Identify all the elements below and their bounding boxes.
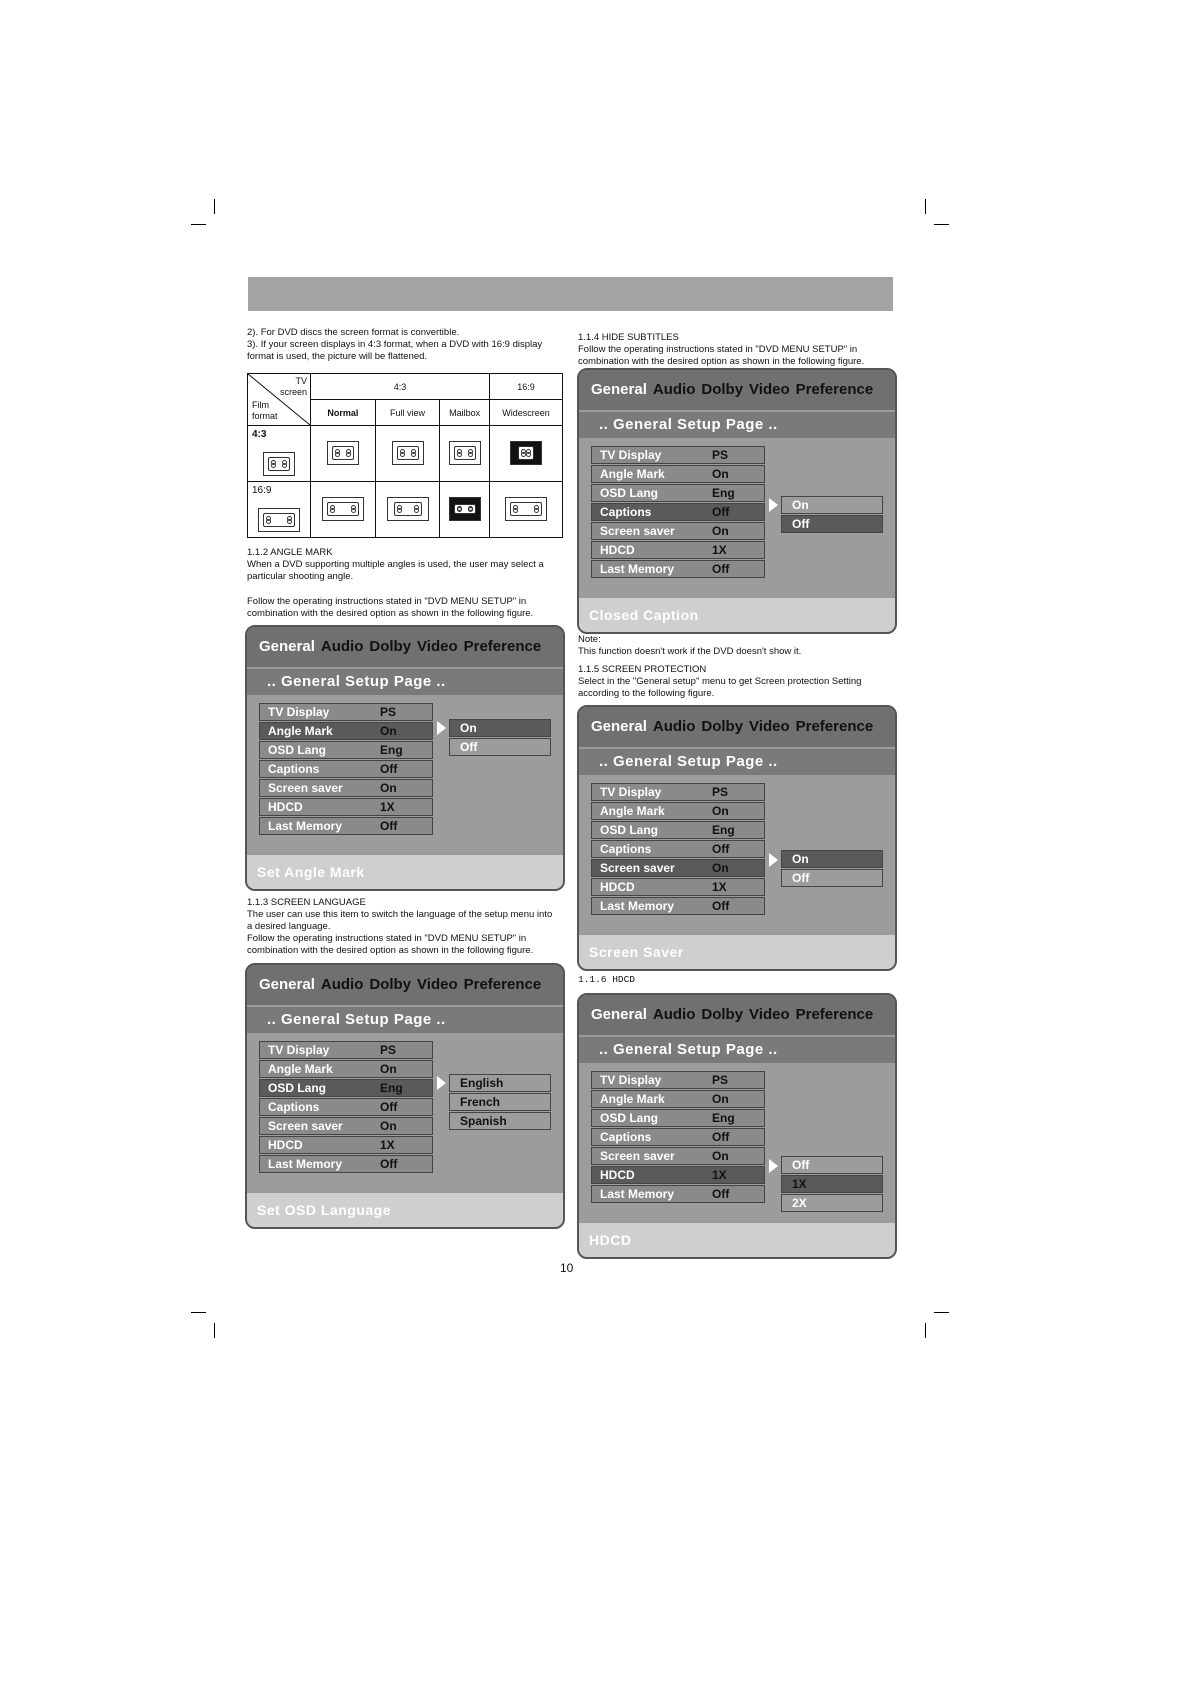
option-off[interactable]: Off <box>781 515 883 533</box>
crop-mark <box>925 1323 926 1338</box>
menu-item-angle-mark[interactable]: Angle Mark On <box>591 465 765 483</box>
cell-fullview-16-9 <box>375 482 440 538</box>
option-off[interactable]: Off <box>449 738 551 756</box>
tab-general[interactable]: General <box>259 976 315 993</box>
screen-dot-icon <box>351 508 356 513</box>
pointer-arrow-icon <box>769 853 778 867</box>
wide-screen-icon <box>505 497 547 521</box>
menu-item-tv-display[interactable]: TV Display PS <box>259 703 433 721</box>
menu-tabs <box>579 370 895 410</box>
menu-item-screen-saver[interactable]: Screen saver On <box>591 1147 765 1165</box>
tab-audio[interactable]: Audio <box>652 718 696 735</box>
row-4-3-cell <box>248 426 311 482</box>
note-body: This function doesn't work if the DVD doesn't show it. <box>578 646 802 657</box>
menu-panel-angle <box>245 625 565 891</box>
tab-video[interactable]: Video <box>417 976 458 993</box>
menu-item-angle-mark[interactable]: Angle Mark On <box>591 1090 765 1108</box>
tab-general[interactable]: General <box>591 718 647 735</box>
menu-tabs <box>247 627 563 667</box>
crop-mark <box>925 199 926 214</box>
angle-heading: 1.1.2 ANGLE MARK <box>247 547 333 558</box>
cell-normal-16-9 <box>311 482 376 538</box>
screen-icon <box>327 441 359 465</box>
option-2x[interactable]: 2X <box>781 1194 883 1212</box>
tab-preference[interactable]: Preference <box>795 718 874 735</box>
crop-mark <box>214 1323 215 1338</box>
screen-dot-icon <box>411 452 416 457</box>
subtitles-heading: 1.1.4 HIDE SUBTITLES <box>578 332 679 343</box>
screen-dot-icon <box>468 452 473 457</box>
option-on[interactable]: On <box>781 850 883 868</box>
menu-item-captions[interactable]: Captions Off <box>591 503 765 521</box>
screen-icon <box>392 441 424 465</box>
cell-mailbox-16-9 <box>440 482 490 538</box>
tab-video[interactable]: Video <box>749 1006 790 1023</box>
setup-page-title: .. General Setup Page .. <box>579 749 895 775</box>
tab-video[interactable]: Video <box>749 381 790 398</box>
pointer-arrow-icon <box>769 498 778 512</box>
col-header-4-3: 4:3 <box>311 374 490 400</box>
menu-panel-screen-saver <box>577 705 897 971</box>
cell-widescreen-16-9 <box>489 482 562 538</box>
menu-item-last-memory[interactable]: Last Memory Off <box>259 1155 433 1173</box>
tab-dolby[interactable]: Dolby <box>701 381 744 398</box>
setup-item-list <box>591 446 765 579</box>
crop-mark <box>934 1312 949 1313</box>
option-off[interactable]: Off <box>781 869 883 887</box>
menu-item-last-memory[interactable]: Last Memory Off <box>591 1185 765 1203</box>
tab-dolby[interactable]: Dolby <box>369 638 412 655</box>
header-bar <box>248 277 893 311</box>
status-bar: Closed Caption <box>579 598 895 632</box>
option-french[interactable]: French <box>449 1093 551 1111</box>
menu-item-captions[interactable]: Captions Off <box>591 1128 765 1146</box>
subcol-widescreen: Widescreen <box>489 400 562 426</box>
option-list <box>449 719 551 757</box>
screen-dot-icon <box>271 463 276 468</box>
menu-item-captions[interactable]: Captions Off <box>259 760 433 778</box>
subcol-normal: Normal <box>311 400 376 426</box>
option-spanish[interactable]: Spanish <box>449 1112 551 1130</box>
setup-item-list <box>591 1071 765 1204</box>
menu-item-tv-display[interactable]: TV Display PS <box>259 1041 433 1059</box>
tab-dolby[interactable]: Dolby <box>701 1006 744 1023</box>
menu-item-screen-saver[interactable]: Screen saver On <box>591 859 765 877</box>
pointer-arrow-icon <box>769 1159 778 1173</box>
screen-dot-icon <box>287 519 292 524</box>
status-bar: HDCD <box>579 1223 895 1257</box>
option-list <box>781 1156 883 1213</box>
option-off[interactable]: Off <box>781 1156 883 1174</box>
status-bar: Set Angle Mark <box>247 855 563 889</box>
screen-dot-icon <box>414 508 419 513</box>
tab-preference[interactable]: Preference <box>463 638 542 655</box>
screen-dot-icon <box>534 508 539 513</box>
angle-body: When a DVD supporting multiple angles is used, the user may select a particular shooting angle. <box>247 559 544 582</box>
option-list <box>781 496 883 534</box>
format-table <box>247 373 563 537</box>
menu-item-hdcd[interactable]: HDCD 1X <box>259 1136 433 1154</box>
tab-audio[interactable]: Audio <box>320 638 364 655</box>
option-english[interactable]: English <box>449 1074 551 1092</box>
setup-page-title: .. General Setup Page .. <box>247 1007 563 1033</box>
menu-item-hdcd[interactable]: HDCD 1X <box>591 878 765 896</box>
screen-dot-icon <box>266 519 271 524</box>
screen-dot-icon <box>282 463 287 468</box>
menu-tabs <box>579 995 895 1035</box>
tab-general[interactable]: General <box>591 1006 647 1023</box>
wide-screen-icon <box>322 497 364 521</box>
pointer-arrow-icon <box>437 721 446 735</box>
screen-icon <box>263 452 295 476</box>
menu-item-screen-saver[interactable]: Screen saver On <box>259 1117 433 1135</box>
menu-panel-hdcd <box>577 993 897 1259</box>
screen-dot-icon <box>346 452 351 457</box>
tab-preference[interactable]: Preference <box>795 1006 874 1023</box>
angle-follow: Follow the operating instructions stated in "DVD MENU SETUP" in combination with the desired option as shown in the following figure. <box>247 596 534 619</box>
setup-item-list <box>591 783 765 916</box>
menu-panel-captions <box>577 368 897 634</box>
menu-item-hdcd[interactable]: HDCD 1X <box>591 541 765 559</box>
setup-item-list <box>259 1041 433 1174</box>
cell-normal-4-3 <box>311 426 376 482</box>
screen-dot-icon <box>330 508 335 513</box>
menu-item-osd-lang[interactable]: OSD Lang Eng <box>591 1109 765 1127</box>
menu-item-last-memory[interactable]: Last Memory Off <box>591 560 765 578</box>
crop-mark <box>191 224 206 225</box>
menu-item-hdcd[interactable]: HDCD 1X <box>591 1166 765 1184</box>
screen-dot-icon <box>526 452 531 457</box>
menu-item-osd-lang[interactable]: OSD Lang Eng <box>259 741 433 759</box>
tab-audio[interactable]: Audio <box>652 1006 696 1023</box>
note-label: Note: <box>578 634 601 645</box>
screen-dot-icon <box>457 506 462 511</box>
status-bar: Set OSD Language <box>247 1193 563 1227</box>
setup-page-title: .. General Setup Page .. <box>579 1037 895 1063</box>
crop-mark <box>934 224 949 225</box>
menu-item-screen-saver[interactable]: Screen saver On <box>259 779 433 797</box>
menu-item-tv-display[interactable]: TV Display PS <box>591 783 765 801</box>
cell-fullview-4-3 <box>375 426 440 482</box>
option-list <box>449 1074 551 1131</box>
tab-audio[interactable]: Audio <box>652 381 696 398</box>
menu-item-tv-display[interactable]: TV Display PS <box>591 446 765 464</box>
tab-dolby[interactable]: Dolby <box>369 976 412 993</box>
screen-dot-icon <box>457 452 462 457</box>
screen-dot-icon <box>513 508 518 513</box>
subcol-mailbox: Mailbox <box>440 400 490 426</box>
intro-line-2: 3). If your screen displays in 4:3 format, when a DVD with 16:9 display format is used, the picture will be flattened. <box>247 339 543 362</box>
lang-body: The user can use this item to switch the language of the setup menu into a desired language. Follow the operating instructions stated in "DVD MENU SETUP" in combination with the desired option as shown in the following figure. <box>247 909 553 956</box>
col-header-16-9: 16:9 <box>489 374 562 400</box>
option-1x[interactable]: 1X <box>781 1175 883 1193</box>
menu-item-captions[interactable]: Captions Off <box>259 1098 433 1116</box>
pointer-arrow-icon <box>437 1076 446 1090</box>
hdcd-heading: 1.1.6 HDCD <box>578 974 636 985</box>
screen-dot-icon <box>335 452 340 457</box>
page-number: 10 <box>560 1261 574 1275</box>
option-on[interactable]: On <box>781 496 883 514</box>
row-16-9-cell <box>248 482 311 538</box>
tab-video[interactable]: Video <box>417 638 458 655</box>
cell-mailbox-4-3 <box>440 426 490 482</box>
menu-item-captions[interactable]: Captions Off <box>591 840 765 858</box>
menu-item-angle-mark[interactable]: Angle Mark On <box>259 1060 433 1078</box>
tab-general[interactable]: General <box>259 638 315 655</box>
status-bar: Screen Saver <box>579 935 895 969</box>
menu-item-last-memory[interactable]: Last Memory Off <box>591 897 765 915</box>
crop-mark <box>214 199 215 214</box>
wide-screen-icon <box>258 508 300 532</box>
menu-panel-language <box>245 963 565 1229</box>
letterbox-screen-icon <box>449 497 481 521</box>
menu-item-hdcd[interactable]: HDCD 1X <box>259 798 433 816</box>
setup-page-title: .. General Setup Page .. <box>247 669 563 695</box>
subcol-full-view: Full view <box>375 400 440 426</box>
tab-general[interactable]: General <box>591 381 647 398</box>
screen-icon <box>449 441 481 465</box>
menu-item-osd-lang[interactable]: OSD Lang Eng <box>259 1079 433 1097</box>
option-list <box>781 850 883 888</box>
option-on[interactable]: On <box>449 719 551 737</box>
screen-dot-icon <box>397 508 402 513</box>
row-label-16-9: 16:9 <box>252 485 272 496</box>
setup-page-title: .. General Setup Page .. <box>579 412 895 438</box>
menu-item-osd-lang[interactable]: OSD Lang Eng <box>591 484 765 502</box>
menu-item-osd-lang[interactable]: OSD Lang Eng <box>591 821 765 839</box>
wide-screen-icon <box>387 497 429 521</box>
pillarbox-screen-icon <box>510 441 542 465</box>
tv-screen-label: TV screen <box>279 376 307 397</box>
menu-item-angle-mark[interactable]: Angle Mark On <box>259 722 433 740</box>
table-corner-cell <box>248 374 311 426</box>
menu-item-last-memory[interactable]: Last Memory Off <box>259 817 433 835</box>
crop-mark <box>191 1312 206 1313</box>
film-format-label: Film format <box>252 400 278 421</box>
setup-item-list <box>259 703 433 836</box>
tab-preference[interactable]: Preference <box>795 381 874 398</box>
tab-preference[interactable]: Preference <box>463 976 542 993</box>
tab-dolby[interactable]: Dolby <box>701 718 744 735</box>
row-label-4-3: 4:3 <box>252 429 267 440</box>
cell-widescreen-4-3 <box>489 426 562 482</box>
screen-dot-icon <box>400 452 405 457</box>
intro-line-1: 2). For DVD discs the screen format is convertible. <box>247 327 460 338</box>
menu-item-screen-saver[interactable]: Screen saver On <box>591 522 765 540</box>
lang-heading: 1.1.3 SCREEN LANGUAGE <box>247 897 366 908</box>
screen-dot-icon <box>468 506 473 511</box>
protect-body: Select in the "General setup" menu to get Screen protection Setting according to the following figure. <box>578 676 862 699</box>
protect-heading: 1.1.5 SCREEN PROTECTION <box>578 664 707 675</box>
tab-video[interactable]: Video <box>749 718 790 735</box>
subtitles-body: Follow the operating instructions stated in "DVD MENU SETUP" in combination with the desired option as shown in the following figure. <box>578 344 865 367</box>
menu-item-angle-mark[interactable]: Angle Mark On <box>591 802 765 820</box>
menu-tabs <box>579 707 895 747</box>
menu-item-tv-display[interactable]: TV Display PS <box>591 1071 765 1089</box>
tab-audio[interactable]: Audio <box>320 976 364 993</box>
menu-tabs <box>247 965 563 1005</box>
